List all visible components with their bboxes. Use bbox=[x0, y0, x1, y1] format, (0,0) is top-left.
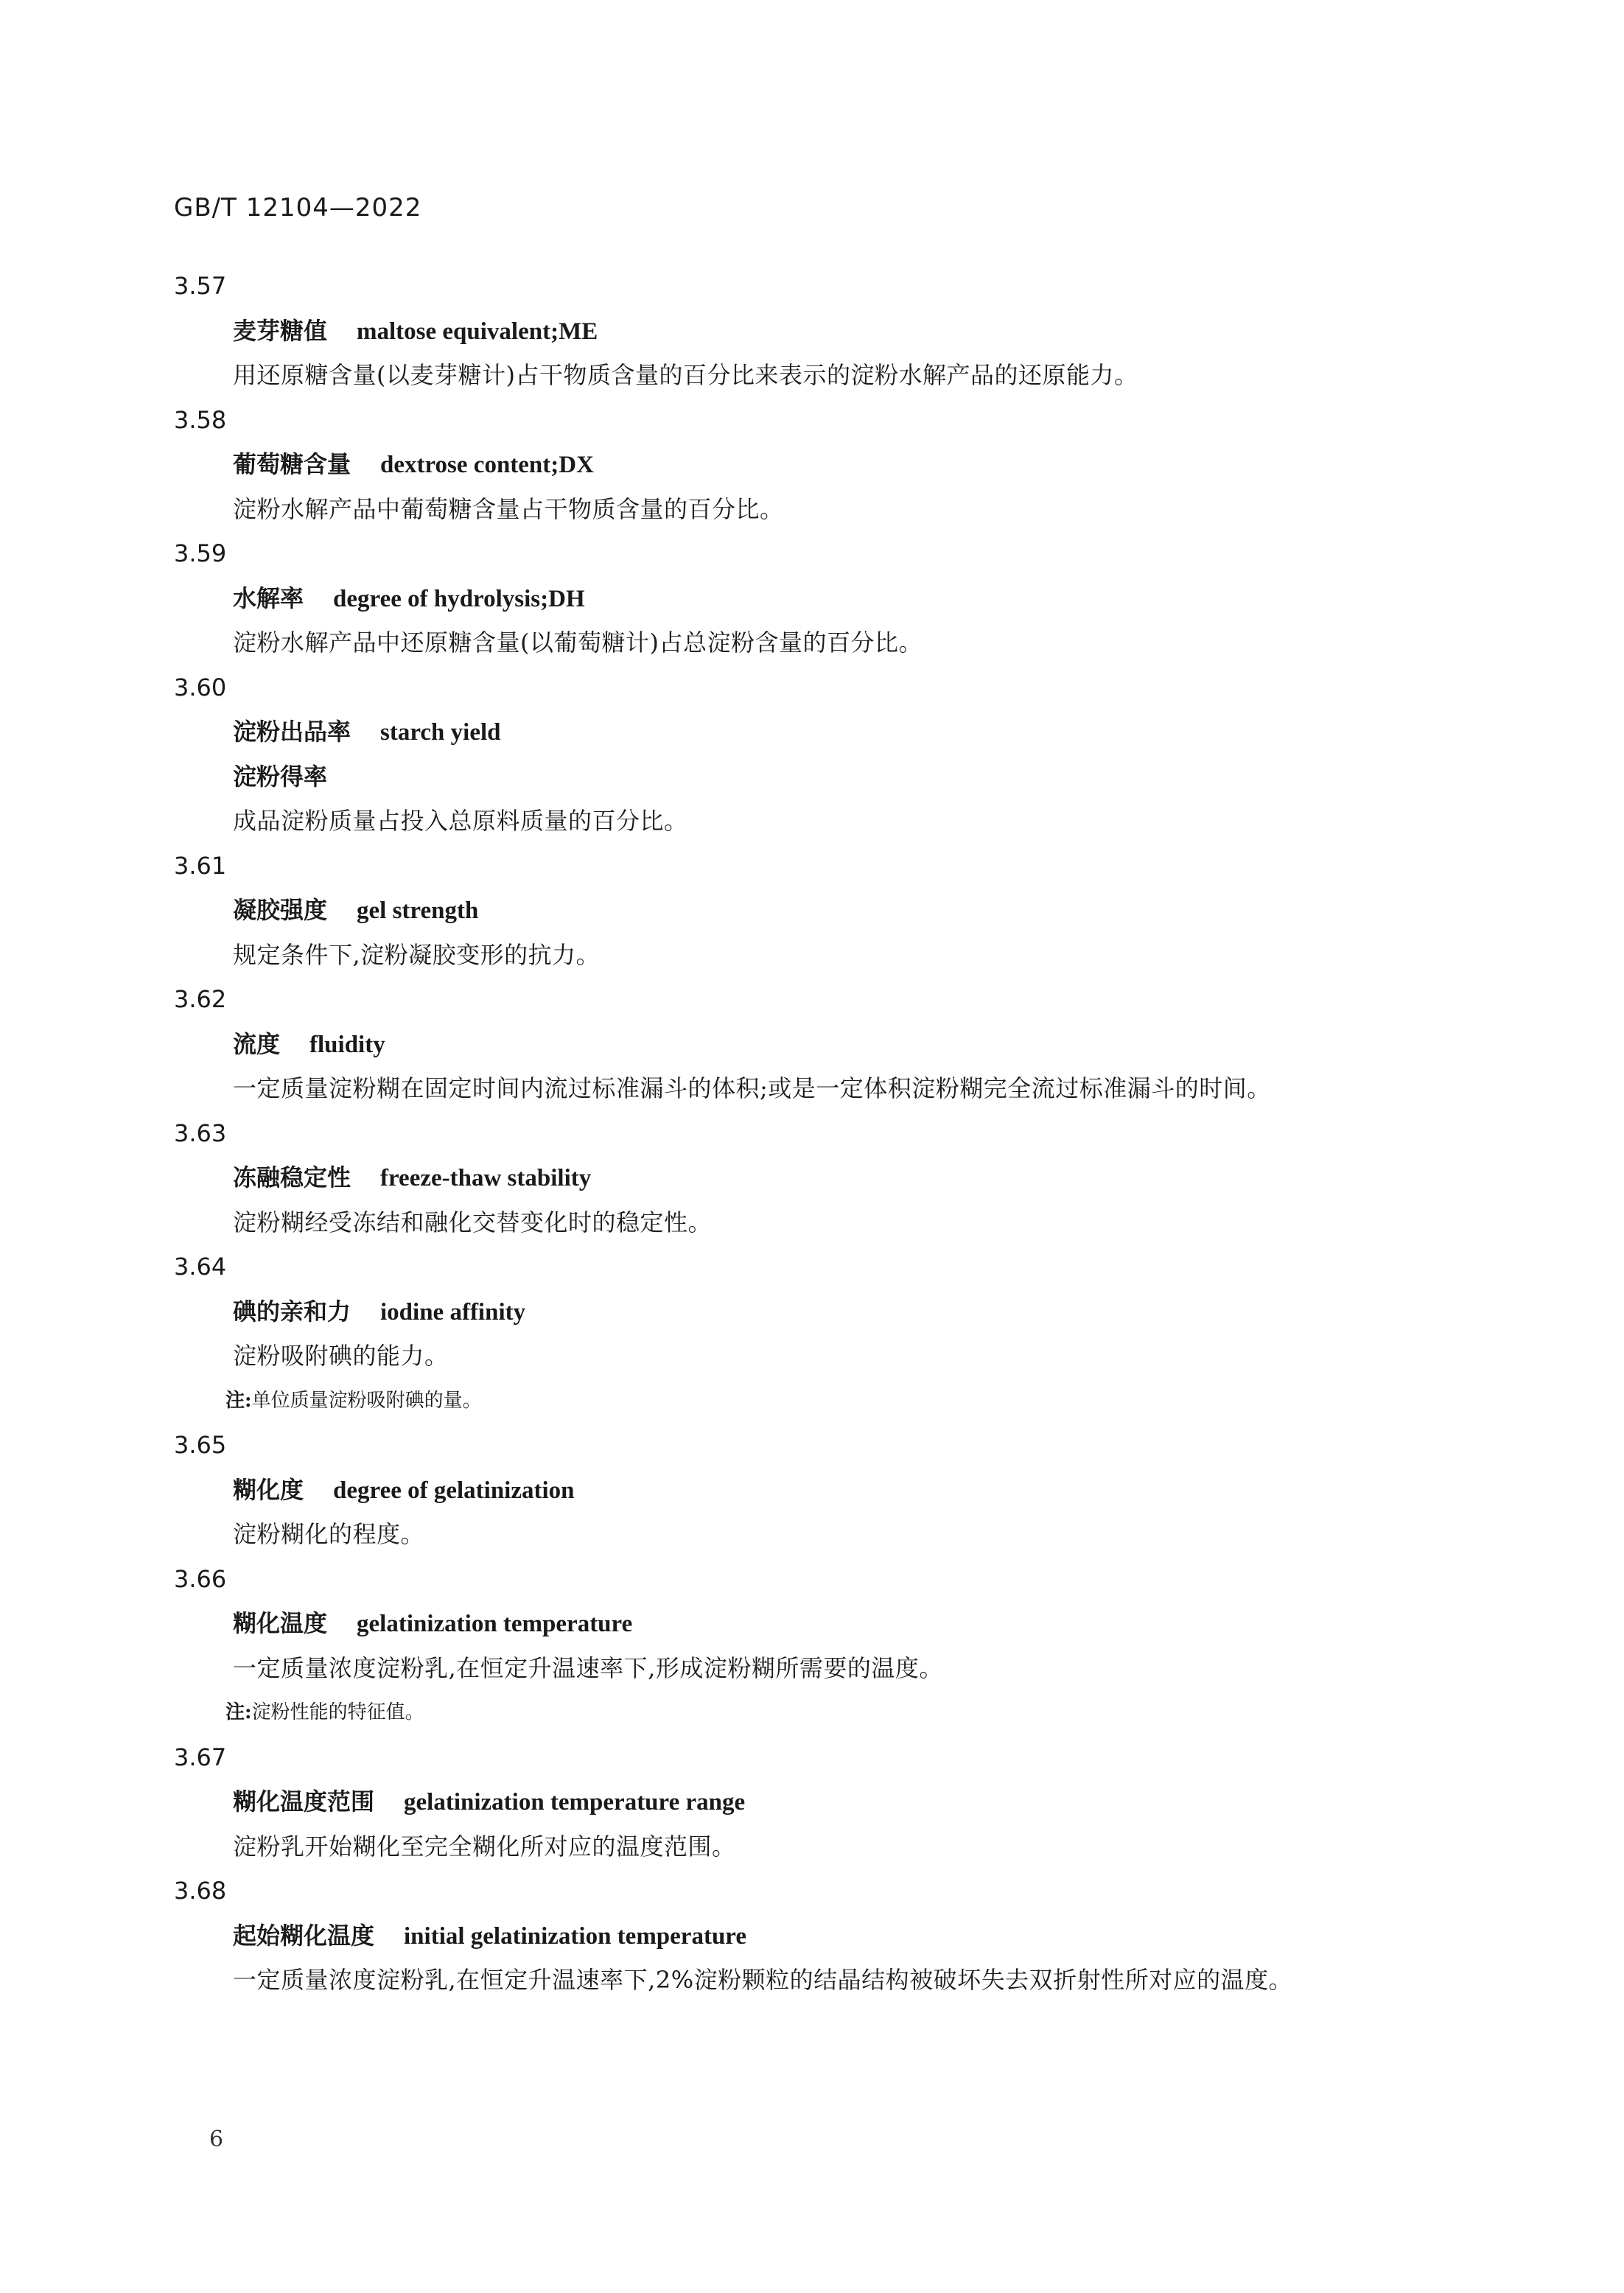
term-definition: 规定条件下,淀粉凝胶变形的抗力。 bbox=[233, 940, 601, 969]
term-number: 3.68 bbox=[174, 1877, 227, 1905]
term-note bbox=[174, 1690, 1441, 1735]
term-heading bbox=[174, 1468, 1441, 1513]
term-number: 3.64 bbox=[174, 1253, 227, 1281]
term-english: dextrose content;DX bbox=[380, 452, 594, 478]
term-chinese: 麦芽糖值 bbox=[233, 316, 328, 345]
term-number: 3.61 bbox=[174, 851, 227, 880]
term-heading bbox=[174, 576, 1441, 621]
term-number: 3.66 bbox=[174, 1564, 227, 1593]
term-chinese: 糊化温度范围 bbox=[233, 1788, 375, 1816]
note-label: 注: bbox=[225, 1701, 252, 1723]
term-english: gelatinization temperature range bbox=[404, 1789, 746, 1816]
term-chinese: 水解率 bbox=[233, 584, 304, 612]
term-number: 3.65 bbox=[174, 1431, 227, 1459]
term-heading bbox=[174, 1289, 1441, 1334]
term-english: starch yield bbox=[380, 719, 501, 746]
term-english: iodine affinity bbox=[380, 1298, 526, 1326]
term-chinese: 葡萄糖含量 bbox=[233, 450, 351, 478]
term-definition: 一定质量浓度淀粉乳,在恒定升温速率下,2%淀粉颗粒的结晶结构被破坏失去双折射性所对应的温度。 bbox=[233, 1966, 1293, 1994]
term-chinese: 淀粉出品率 bbox=[233, 718, 351, 746]
term-english: maltose equivalent;ME bbox=[357, 318, 598, 345]
term-definition: 淀粉乳开始糊化至完全糊化所对应的温度范围。 bbox=[233, 1832, 736, 1860]
term-number: 3.62 bbox=[174, 985, 227, 1013]
term-english: initial gelatinization temperature bbox=[404, 1922, 746, 1950]
term-synonym: 淀粉得率 bbox=[233, 762, 328, 791]
term-definition: 淀粉水解产品中葡萄糖含量占干物质含量的百分比。 bbox=[233, 494, 784, 523]
term-english: degree of gelatinization bbox=[333, 1477, 575, 1504]
term-heading bbox=[174, 1022, 1441, 1067]
term-chinese: 糊化度 bbox=[233, 1475, 304, 1504]
term-definition: 用还原糖含量(以麦芽糖计)占干物质含量的百分比来表示的淀粉水解产品的还原能力。 bbox=[233, 361, 1138, 389]
term-number: 3.57 bbox=[174, 272, 227, 300]
term-english: freeze-thaw stability bbox=[380, 1165, 592, 1191]
term-definition: 淀粉糊化的程度。 bbox=[233, 1520, 425, 1548]
term-chinese: 起始糊化温度 bbox=[233, 1921, 375, 1950]
term-english: gel strength bbox=[357, 897, 479, 924]
term-number: 3.63 bbox=[174, 1119, 227, 1147]
term-chinese: 碘的亲和力 bbox=[233, 1297, 351, 1326]
term-chinese: 糊化温度 bbox=[233, 1609, 328, 1637]
note-label: 注: bbox=[225, 1389, 252, 1412]
term-number: 3.60 bbox=[174, 673, 227, 701]
note-text: 淀粉性能的特征值。 bbox=[251, 1701, 424, 1723]
term-chinese: 冻融稳定性 bbox=[233, 1163, 351, 1191]
term-definition: 成品淀粉质量占投入总原料质量的百分比。 bbox=[233, 807, 688, 835]
term-heading bbox=[174, 710, 1441, 755]
term-list bbox=[174, 264, 1441, 2003]
term-english: degree of hydrolysis;DH bbox=[333, 585, 585, 612]
term-definition: 淀粉糊经受冻结和融化交替变化时的稳定性。 bbox=[233, 1208, 713, 1236]
term-heading bbox=[174, 1155, 1441, 1200]
term-definition: 一定质量淀粉糊在固定时间内流过标准漏斗的体积;或是一定体积淀粉糊完全流过标准漏斗的时间。 bbox=[233, 1074, 1271, 1102]
term-heading bbox=[174, 1779, 1441, 1824]
term-definition: 淀粉水解产品中还原糖含量(以葡萄糖计)占总淀粉含量的百分比。 bbox=[233, 629, 923, 657]
term-number: 3.58 bbox=[174, 405, 227, 434]
term-note bbox=[174, 1379, 1441, 1424]
term-heading bbox=[174, 1601, 1441, 1646]
term-definition: 一定质量浓度淀粉乳,在恒定升温速率下,形成淀粉糊所需要的温度。 bbox=[233, 1653, 943, 1682]
term-heading bbox=[174, 888, 1441, 933]
term-heading bbox=[174, 442, 1441, 487]
page-number: 6 bbox=[209, 2126, 224, 2152]
note-text: 单位质量淀粉吸附碘的量。 bbox=[251, 1389, 482, 1412]
term-chinese: 流度 bbox=[233, 1029, 281, 1058]
document-header: GB/T 12104—2022 bbox=[174, 193, 422, 223]
term-number: 3.59 bbox=[174, 539, 227, 567]
term-heading bbox=[174, 1914, 1441, 1958]
term-chinese: 凝胶强度 bbox=[233, 896, 328, 924]
term-english: gelatinization temperature bbox=[357, 1611, 633, 1637]
term-heading bbox=[174, 309, 1441, 354]
term-definition: 淀粉吸附碘的能力。 bbox=[233, 1342, 449, 1370]
term-english: fluidity bbox=[309, 1031, 385, 1058]
term-number: 3.67 bbox=[174, 1743, 227, 1771]
